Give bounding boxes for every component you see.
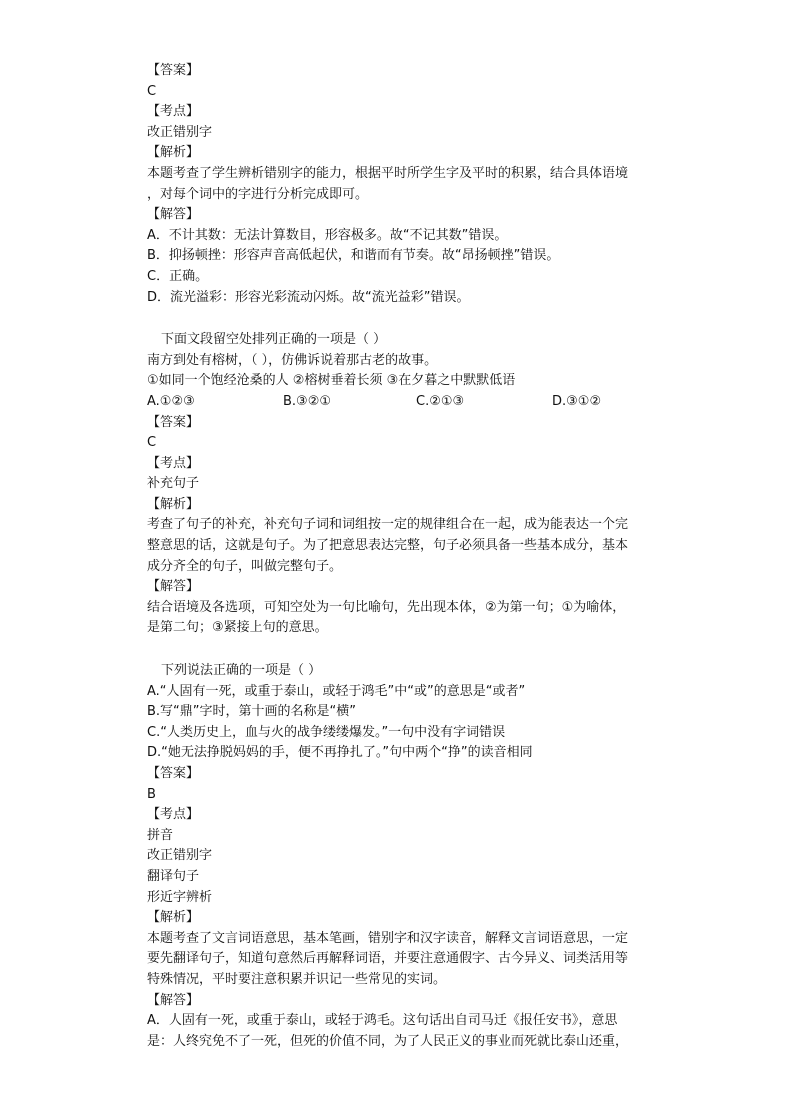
analysis-line: 整意思的话，这就是句子。为了把意思表达完整，句子必须具备一些基本成分，基本: [147, 538, 629, 554]
answer-text: C: [147, 435, 157, 451]
point-text: 改正错别字: [147, 124, 213, 140]
option-c: C.②①③: [416, 393, 465, 409]
point-text: 改正错别字: [147, 848, 213, 864]
question-stem: 下列说法正确的一项是（ ）: [161, 663, 322, 679]
analysis-line: 本题考查了学生辨析错别字的能力，根据平时所学生字及平时的积累，结合具体语境: [147, 165, 629, 181]
analysis-heading: 【解析】: [147, 145, 200, 161]
point-text: 翻译句子: [147, 868, 200, 884]
option-a: A.①②③: [147, 393, 195, 409]
spacer: [147, 308, 707, 330]
analysis-heading: 【解析】: [147, 910, 200, 926]
answer-heading: 【答案】: [147, 766, 200, 781]
solution-line: A．不计其数：无法计算数目，形容极多。故“不记其数”错误。: [147, 227, 508, 243]
option-c: C.“人类历史上，血与火的战争缕缕爆发。”一句中没有字词错误: [147, 724, 506, 740]
option-a: A.“人固有一死，或重于泰山，或轻于鸿毛”中“或”的意思是“或者”: [147, 683, 526, 699]
answer-text: B: [147, 786, 156, 802]
option-b: B.③②①: [283, 393, 332, 409]
document-page: [147, 61, 707, 1052]
solution-line: D．流光溢彩：形容光彩流动闪烁。故“流光益彩”错误。: [147, 289, 470, 305]
solution-heading: 【解答】: [147, 579, 200, 595]
analysis-line: 考查了句子的补充，补充句子词和词组按一定的规律组合在一起，成为能表达一个完: [147, 517, 629, 533]
question-stem: 下面文段留空处排列正确的一项是（ ）: [161, 332, 387, 348]
solution-line: A．人固有一死，或重于泰山，或轻于鸿毛。这句话出自司马迁《报任安书》，意思: [147, 1013, 618, 1029]
answer-heading: 【答案】: [147, 63, 200, 78]
analysis-line: 特殊情况，平时要注意积累并识记一些常见的实词。: [147, 971, 447, 987]
solution-heading: 【解答】: [147, 207, 200, 223]
answer-heading: 【答案】: [147, 414, 200, 430]
analysis-line: 本题考查了文言词语意思，基本笔画，错别字和汉字读音，解释文言词语意思，一定: [147, 930, 629, 946]
solution-line: 结合语境及各选项，可知空处为一句比喻句，先出现本体，②为第一句；①为喻体，: [147, 599, 626, 615]
question-passage: 南方到处有榕树，（ ），仿佛诉说着那古老的故事。: [147, 352, 438, 368]
question-items: ①如同一个饱经沧桑的人 ②榕树垂着长须 ③在夕暮之中默默低语: [147, 373, 516, 389]
solution-line: C．正确。: [147, 268, 209, 284]
spacer: [147, 639, 707, 661]
point-heading: 【考点】: [147, 807, 200, 823]
answer-text: C: [147, 83, 157, 99]
analysis-line: ，对每个词中的字进行分析完成即可。: [147, 186, 369, 202]
analysis-line: 要先翻译句子，知道句意然后再解释词语，并要注意通假字、古今异义、词类活用等: [147, 951, 629, 967]
point-text: 补充句子: [147, 476, 200, 492]
point-heading: 【考点】: [147, 104, 200, 120]
options-row: [147, 392, 707, 413]
option-d: D.“她无法挣脱妈妈的手，便不再挣扎了。”句中两个“挣”的读音相同: [147, 745, 533, 761]
option-d: D.③①②: [552, 393, 602, 409]
option-b: B.写“鼎”字时，第十画的名称是“横”: [147, 704, 356, 720]
point-text: 拼音: [147, 827, 174, 843]
point-heading: 【考点】: [147, 455, 200, 471]
analysis-heading: 【解析】: [147, 496, 200, 512]
solution-line: 是第二句；③紧接上句的意思。: [147, 620, 328, 636]
solution-line: B．抑扬顿挫：形容声音高低起伏，和谐而有节奏。故“昂扬顿挫”错误。: [147, 248, 560, 264]
point-text: 形近字辨析: [147, 889, 213, 905]
solution-heading: 【解答】: [147, 992, 200, 1008]
analysis-line: 成分齐全的句子，叫做完整句子。: [147, 558, 343, 574]
solution-line: 是：人终究免不了一死，但死的价值不同，为了人民正义的事业而死就比泰山还重，: [147, 1033, 629, 1049]
